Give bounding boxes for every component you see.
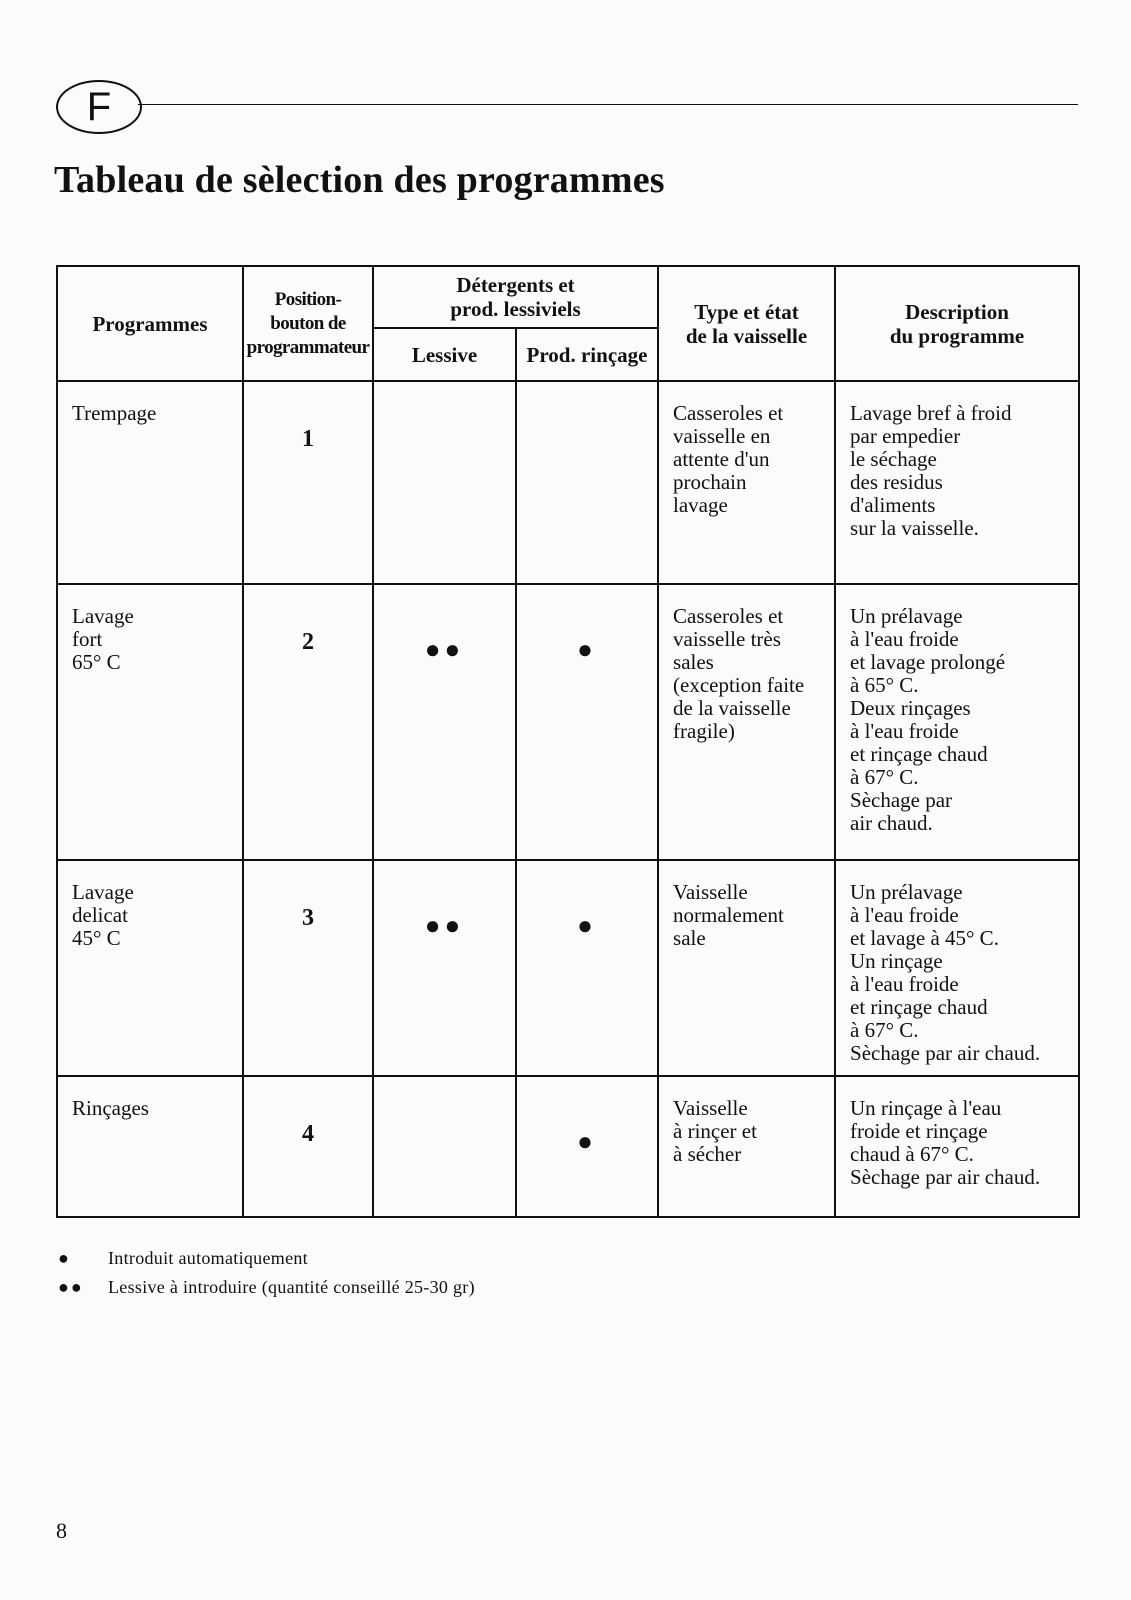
dish-type: Vaisselle à rinçer et à sécher xyxy=(658,1076,835,1217)
rincage-indicator xyxy=(516,381,658,584)
double-dot-icon: ●● xyxy=(58,1277,84,1297)
header-type: Type et état de la vaisselle xyxy=(658,266,835,381)
programme-description: Un prélavage à l'eau froide et lavage à 45° C. Un rinçage à l'eau froide et rinçage chaud à 67° C. Sèchage par air chaud. xyxy=(835,860,1079,1076)
single-dot-icon: ● xyxy=(58,1248,71,1268)
programme-description: Un rinçage à l'eau froide et rinçage chaud à 67° C. Sèchage par air chaud. xyxy=(835,1076,1079,1217)
dish-type: Casseroles et vaisselle en attente d'un prochain lavage xyxy=(658,381,835,584)
header-rule xyxy=(138,104,1078,105)
header-programmes: Programmes xyxy=(57,266,243,381)
legend-item xyxy=(58,1244,475,1273)
programme-position: 2 xyxy=(243,584,373,860)
programme-name: Lavage fort 65° C xyxy=(57,584,243,860)
lessive-indicator: ●● xyxy=(373,584,516,860)
table-row xyxy=(57,584,1079,860)
table-header-row xyxy=(57,266,1079,328)
table-row xyxy=(57,381,1079,584)
rincage-indicator: ● xyxy=(516,1076,658,1217)
programme-position: 3 xyxy=(243,860,373,1076)
page-number: 8 xyxy=(56,1518,67,1543)
header-rincage: Prod. rinçage xyxy=(516,328,658,381)
page-title: Tableau de sèlection des programmes xyxy=(54,159,665,201)
programme-position: 1 xyxy=(243,381,373,584)
header-position: Position- bouton de programmateur xyxy=(243,266,373,381)
rincage-indicator: ● xyxy=(516,584,658,860)
table-row xyxy=(57,1076,1079,1217)
legend xyxy=(58,1244,475,1302)
programme-description: Un prélavage à l'eau froide et lavage prolongé à 65° C. Deux rinçages à l'eau froide et rinçage chaud à 67° C. Sèchage par air chaud. xyxy=(835,584,1079,860)
lessive-indicator xyxy=(373,1076,516,1217)
lessive-indicator xyxy=(373,381,516,584)
program-selection-table xyxy=(56,265,1080,1218)
legend-item xyxy=(58,1273,475,1302)
header-lessive: Lessive xyxy=(373,328,516,381)
rincage-indicator: ● xyxy=(516,860,658,1076)
programme-description: Lavage bref à froid par empedier le séchage des residus d'aliments sur la vaisselle. xyxy=(835,381,1079,584)
header-detergents: Détergents et prod. lessiviels xyxy=(373,266,658,328)
programme-name: Rinçages xyxy=(57,1076,243,1217)
lessive-indicator: ●● xyxy=(373,860,516,1076)
header-description: Description du programme xyxy=(835,266,1079,381)
table-row xyxy=(57,860,1079,1076)
dish-type: Casseroles et vaisselle très sales (exception faite de la vaisselle fragile) xyxy=(658,584,835,860)
programme-position: 4 xyxy=(243,1076,373,1217)
legend-text: Introduit automatiquement xyxy=(108,1248,308,1268)
legend-text: Lessive à introduire (quantité conseillé 25-30 gr) xyxy=(108,1277,475,1297)
programme-name: Lavage delicat 45° C xyxy=(57,860,243,1076)
programme-name: Trempage xyxy=(57,381,243,584)
dish-type: Vaisselle normalement sale xyxy=(658,860,835,1076)
language-badge: F xyxy=(56,80,142,134)
